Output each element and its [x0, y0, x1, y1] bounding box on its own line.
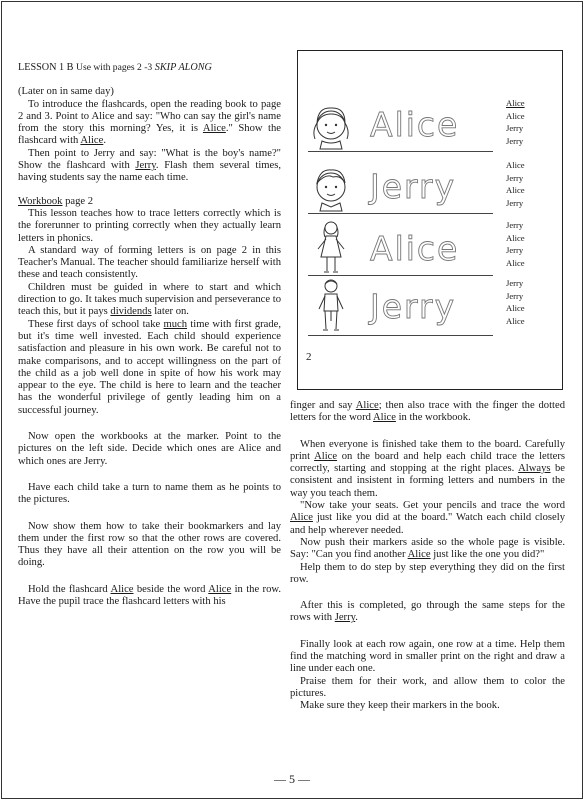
matching-word: Jerry [506, 123, 524, 133]
paragraph: After this is completed, go through the same steps for the rows with Jerry. [290, 600, 565, 624]
matching-word: Alice [506, 232, 525, 243]
matching-word: Alice [506, 303, 525, 313]
workbook-row [308, 159, 554, 219]
matching-word: Jerry [506, 197, 524, 208]
paragraph: This lesson teaches how to trace letters correctly which is the forerunner to printing correctly when they actually learn letters in phonics. [18, 207, 281, 244]
paragraph: Now open the workbooks at the marker. Point to the pictures on the left side. Decide which ones are Alice and which ones are Jerry. [18, 431, 281, 467]
matching-word: Jerry [506, 135, 524, 146]
workbook-page-illustration [297, 50, 563, 390]
matching-word: Alice [506, 110, 525, 121]
workbook-heading: Workbook page 2 [18, 195, 94, 207]
ruled-line [308, 213, 493, 214]
matching-word: Alice [506, 160, 525, 170]
matching-word: Jerry [506, 290, 524, 301]
lesson-book: SKIP ALONG [154, 62, 212, 73]
matching-word: Alice [506, 185, 525, 195]
paragraph: Children must be guided in where to start and which direction to go. It takes much supervision and perseverance to teach this, but it pays dividends later on. [18, 281, 281, 318]
paragraph: Praise them for their work, and allow them to color the pictures. [290, 675, 565, 699]
paragraph: finger and say Alice; then also trace with the finger the dotted letters for the word Alice in the workbook. [290, 400, 565, 424]
girl-figure-icon [308, 219, 354, 277]
ruled-line [308, 151, 493, 152]
matching-word: Alice [506, 257, 525, 268]
paragraph: Make sure they keep their markers in the book. [300, 700, 500, 712]
paragraph: A standard way of forming letters is on page 2 in this Teacher's Manual. The teacher should familiarize herself with these and teach consistently. [18, 244, 281, 281]
paragraph: Now push their markers aside so the whole page is visible. Say: "Can you find another Alice just like the one you did?" [290, 536, 565, 561]
traced-word: Jerry [370, 167, 457, 206]
paragraph: When everyone is finished take them to the board. Carefully print Alice on the board and help each child trace the letters correctly, starting and stopping at the right places. Always be consistent and insistent in forming letters and numbers in the way you teach them. [290, 438, 565, 499]
paragraph: Help them to do step by step everything they did on the first row. [290, 561, 565, 585]
paragraph: Then point to Jerry and say: "What is the boy's name?" Show the flashcard with Jerry. Flash them several times, having students say the name each time. [18, 147, 281, 184]
ruled-line [308, 335, 493, 336]
left-column [18, 62, 281, 608]
matching-word: Alice [506, 98, 525, 108]
paragraph: (Later on in same day) [18, 86, 114, 98]
traced-word: Alice [370, 229, 460, 268]
page-number: — 5 — [274, 772, 310, 786]
paragraph: Have each child take a turn to name them as he points to the pictures. [18, 481, 281, 506]
matching-words [506, 97, 546, 147]
workbook-page-number: 2 [306, 351, 312, 363]
right-column [290, 400, 565, 713]
boy-face-icon [308, 159, 354, 217]
paragraph: To introduce the flashcards, open the reading book to page 2 and 3. Point to Alice and say: "Who can say the girl's name from the story this morning? Yes, it is Alice." Show the flashcard with Alice. [18, 98, 281, 147]
matching-words [506, 159, 546, 209]
lesson-pages: Use with pages 2 -3 [76, 62, 153, 73]
boy-figure-icon [308, 277, 354, 335]
matching-word: Jerry [506, 245, 524, 255]
matching-word: Jerry [506, 172, 524, 183]
girl-face-icon [308, 97, 354, 155]
workbook-row [308, 97, 554, 157]
paragraph: Now show them how to take their bookmarkers and lay them under the first row so that the other rows are covered. Thus they have all their attention on the row you will be doing. [18, 520, 281, 569]
lesson-number: LESSON 1 B [18, 62, 74, 73]
workbook-row [308, 219, 554, 279]
matching-word: Jerry [506, 220, 524, 230]
traced-word: Jerry [370, 287, 457, 326]
paragraph: "Now take your seats. Get your pencils and trace the word Alice just like you did at the board." Watch each child closely and help wherever needed. [290, 500, 565, 536]
workbook-row [308, 277, 554, 337]
paragraph: Hold the flashcard Alice beside the word Alice in the row. Have the pupil trace the flashcard letters with his [18, 583, 281, 607]
matching-word: Alice [506, 315, 525, 326]
ruled-line [308, 275, 493, 276]
matching-words [506, 277, 546, 327]
paragraph: Finally look at each row again, one row at a time. Help them find the matching word in smaller print on the right and draw a line under each one. [290, 638, 565, 675]
lesson-title [18, 62, 281, 74]
matching-word: Jerry [506, 278, 524, 288]
traced-word: Alice [370, 105, 460, 144]
matching-words [506, 219, 546, 269]
paragraph: These first days of school take much time with first grade, but it's time well invested. Each child should experience satisfaction and pleasure in his own work. Be careful not to make comparisons, and to accept willingness on the part of the child as a job well done in spite of how his work may appear to the eye. The child is here to learn and the teacher has the wonderful privilege of gently leading him on a successful journey. [18, 318, 282, 416]
